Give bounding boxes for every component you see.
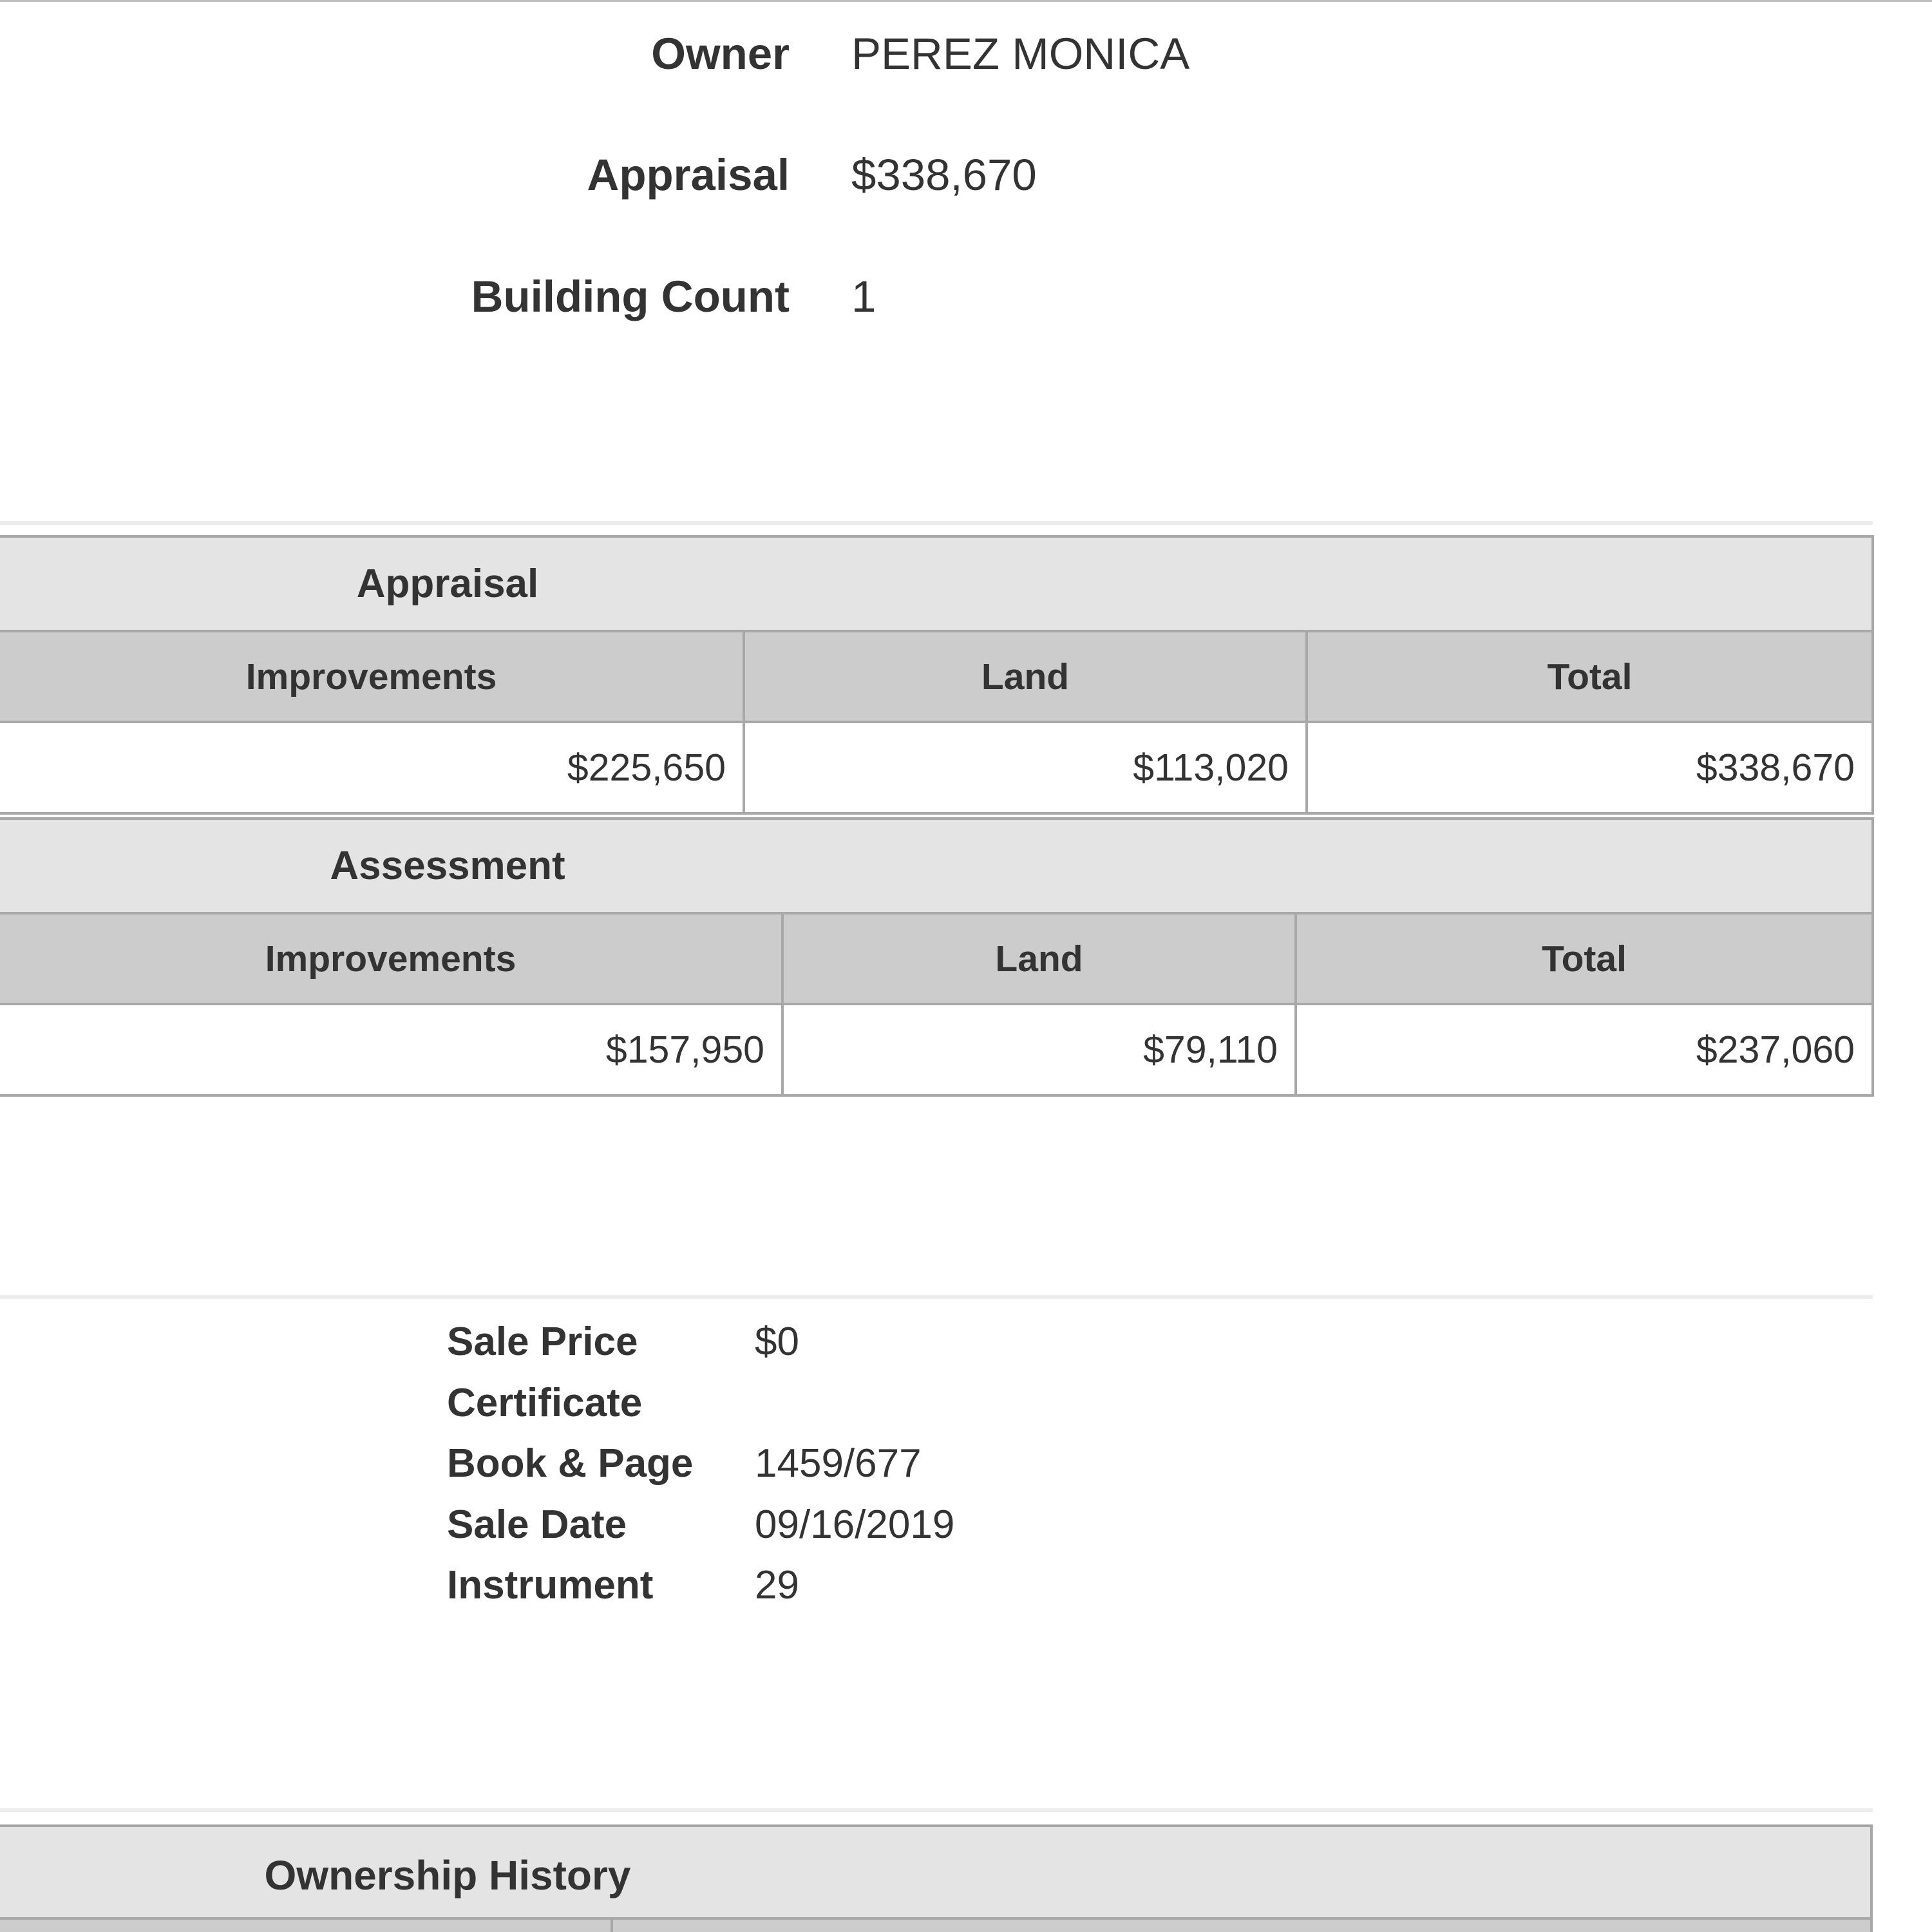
owner-label: Owner bbox=[651, 29, 790, 79]
sale-price-value: $0 bbox=[755, 1320, 799, 1364]
appraisal-table-title: Appraisal bbox=[0, 536, 1873, 631]
assessment-improvements-value: $157,950 bbox=[0, 1004, 782, 1095]
assessment-improvements-header: Improvements bbox=[0, 913, 782, 1004]
owner-value: PEREZ MONICA bbox=[851, 29, 1190, 79]
column-divider bbox=[611, 1920, 613, 1932]
building-count-value: 1 bbox=[851, 272, 876, 321]
appraisal-total-value: $338,670 bbox=[1307, 722, 1873, 813]
appraisal-land-value: $113,020 bbox=[744, 722, 1307, 813]
ownership-history-title: Ownership History bbox=[264, 1852, 631, 1899]
section-divider bbox=[0, 1808, 1873, 1812]
assessment-table-title: Assessment bbox=[0, 819, 1873, 913]
building-count-label: Building Count bbox=[471, 272, 790, 321]
appraisal-improvements-header: Improvements bbox=[0, 631, 744, 722]
certificate-label: Certificate bbox=[447, 1381, 643, 1425]
book-page-label: Book & Page bbox=[447, 1441, 694, 1486]
instrument-label: Instrument bbox=[447, 1563, 654, 1607]
sale-date-value: 09/16/2019 bbox=[755, 1502, 955, 1547]
section-divider bbox=[0, 1295, 1873, 1299]
ownership-history-table bbox=[0, 1824, 1873, 1932]
assessment-land-header: Land bbox=[782, 913, 1296, 1004]
assessment-total-value: $237,060 bbox=[1296, 1004, 1873, 1095]
top-divider bbox=[0, 0, 1932, 2]
section-divider bbox=[0, 521, 1873, 525]
sale-price-label: Sale Price bbox=[447, 1320, 638, 1364]
instrument-value: 29 bbox=[755, 1563, 799, 1607]
appraisal-label: Appraisal bbox=[587, 150, 790, 200]
appraisal-value: $338,670 bbox=[851, 150, 1037, 200]
assessment-table bbox=[0, 817, 1874, 1097]
ownership-history-header-row bbox=[0, 1917, 1870, 1932]
sale-date-label: Sale Date bbox=[447, 1502, 627, 1547]
appraisal-improvements-value: $225,650 bbox=[0, 722, 744, 813]
book-page-value: 1459/677 bbox=[755, 1441, 922, 1486]
assessment-land-value: $79,110 bbox=[782, 1004, 1296, 1095]
appraisal-table bbox=[0, 535, 1874, 815]
appraisal-total-header: Total bbox=[1307, 631, 1873, 722]
assessment-total-header: Total bbox=[1296, 913, 1873, 1004]
appraisal-land-header: Land bbox=[744, 631, 1307, 722]
